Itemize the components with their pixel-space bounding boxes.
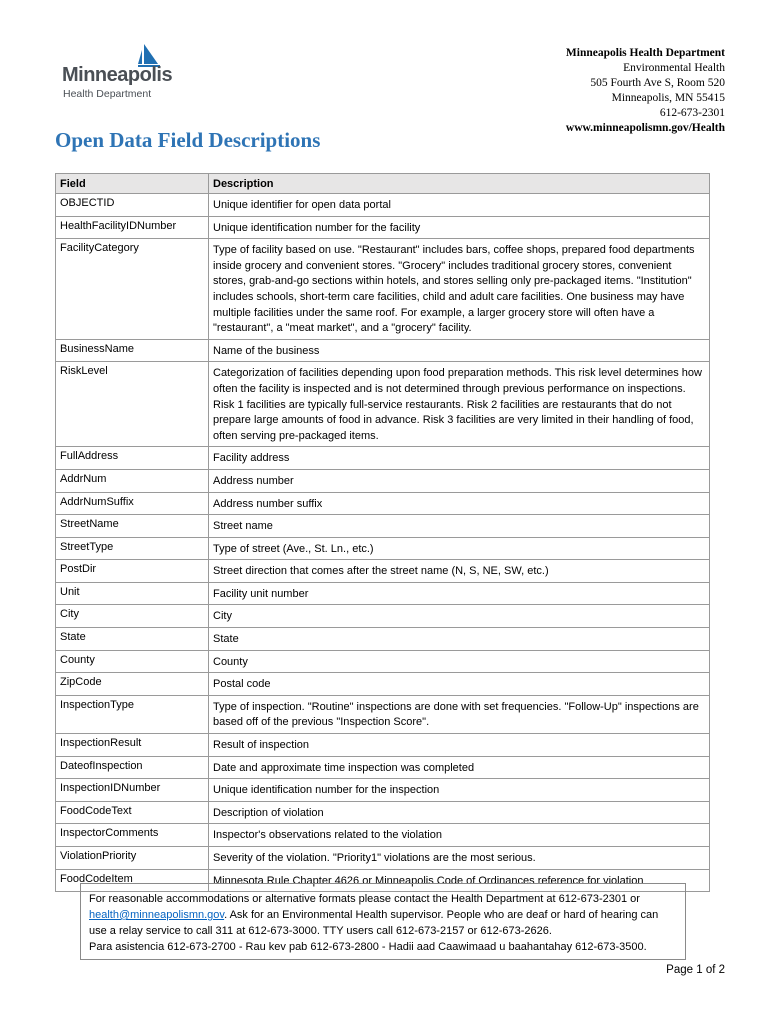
field-name-cell: State (56, 628, 209, 651)
field-name-cell: AddrNum (56, 469, 209, 492)
field-description-cell: Result of inspection (209, 734, 710, 757)
table-row (56, 515, 710, 538)
field-description-cell: Type of facility based on use. "Restaurant" includes bars, coffee shops, prepared food departments inside grocery and convenient stores. "Grocery" includes traditional grocery stores, convenient stores, grab-and-go sections within hotels, and stores selling only pre-packaged items. "Institution" includes schools, short-term care facilities, child and adult care facilities. One business may have multiple facilities under the same roof. For example, a larger grocery store will often have a "restaurant", a "meat market", and a "grocery" facility. (209, 239, 710, 340)
department-name: Minneapolis Health Department (565, 47, 725, 59)
table-row (56, 447, 710, 470)
minneapolis-logo (62, 42, 172, 102)
table-row (56, 582, 710, 605)
field-description-cell: Severity of the violation. "Priority1" violations are the most serious. (209, 847, 710, 870)
field-name-cell: ViolationPriority (56, 847, 209, 870)
division-name: Environmental Health (623, 62, 725, 74)
page-title: Open Data Field Descriptions (55, 128, 321, 152)
field-name-cell: AddrNumSuffix (56, 492, 209, 515)
field-description-cell: Address number suffix (209, 492, 710, 515)
table-header-row (56, 174, 710, 194)
field-name-cell: RiskLevel (56, 362, 209, 447)
field-name-cell: StreetType (56, 537, 209, 560)
field-descriptions-table (55, 173, 710, 892)
field-name-cell: ZipCode (56, 673, 209, 696)
field-name-cell: Unit (56, 582, 209, 605)
field-description-cell: Address number (209, 469, 710, 492)
field-name-cell: OBJECTID (56, 194, 209, 217)
notice-text-after: . Ask for an Environmental Health supervisor. People who are deaf or hard of hearing can use a relay service to call 311 at 612-673-3000. TTY users call 612-673-2157 or 612-673-2626. (89, 909, 659, 937)
field-description-cell: Categorization of facilities depending upon food preparation methods. This risk level determines how often the facility is inspected and is not determined through previous performance on inspections. Risk 1 facilities are typically full-service restaurants. Risk 2 facilities are restaurants that do not prepare large amounts of food in advance. Risk 3 facilities are very limited in their handling of food, often serving pre-packaged items. (209, 362, 710, 447)
table-row (56, 537, 710, 560)
field-description-cell: Minnesota Rule Chapter 4626 or Minneapolis Code of Ordinances reference for violation (209, 869, 710, 892)
email-link[interactable]: health@minneapolismn.gov (89, 909, 225, 921)
city-state-zip: Minneapolis, MN 55415 (611, 92, 725, 104)
field-description-cell: Unique identifier for open data portal (209, 194, 710, 217)
column-header-description: Description (209, 174, 710, 194)
department-address (566, 46, 725, 136)
field-description-cell: Name of the business (209, 339, 710, 362)
notice-english (89, 891, 677, 939)
table-row (56, 605, 710, 628)
field-name-cell: InspectorComments (56, 824, 209, 847)
field-name-cell: StreetName (56, 515, 209, 538)
field-description-cell: Type of street (Ave., St. Ln., etc.) (209, 537, 710, 560)
field-name-cell: FoodCodeItem (56, 869, 209, 892)
field-description-cell: Street name (209, 515, 710, 538)
table-row (56, 492, 710, 515)
field-description-cell: Facility unit number (209, 582, 710, 605)
table-row (56, 756, 710, 779)
table-row (56, 847, 710, 870)
table-row (56, 695, 710, 733)
notice-text-before: For reasonable accommodations or alternative formats please contact the Health Department at 612-673-2301 or (89, 893, 640, 905)
field-name-cell: City (56, 605, 209, 628)
page-number: Page 1 of 2 (666, 964, 725, 976)
field-name-cell: BusinessName (56, 339, 209, 362)
field-description-cell: City (209, 605, 710, 628)
table-row (56, 560, 710, 583)
table-row (56, 216, 710, 239)
field-name-cell: FacilityCategory (56, 239, 209, 340)
field-name-cell: FoodCodeText (56, 801, 209, 824)
field-description-cell: Type of inspection. "Routine" inspections are done with set frequencies. "Follow-Up" inspections are based off of the previous "Inspection Score". (209, 695, 710, 733)
table-row (56, 779, 710, 802)
field-name-cell: PostDir (56, 560, 209, 583)
field-name-cell: InspectionType (56, 695, 209, 733)
field-name-cell: HealthFacilityIDNumber (56, 216, 209, 239)
field-description-cell: Street direction that comes after the street name (N, S, NE, SW, etc.) (209, 560, 710, 583)
table-row (56, 628, 710, 651)
field-description-cell: Unique identification number for the inspection (209, 779, 710, 802)
field-description-cell: County (209, 650, 710, 673)
table-row (56, 469, 710, 492)
phone-number: 612-673-2301 (659, 107, 725, 119)
field-description-cell: Description of violation (209, 801, 710, 824)
field-name-cell: InspectionIDNumber (56, 779, 209, 802)
field-description-cell: Unique identification number for the facility (209, 216, 710, 239)
field-name-cell: InspectionResult (56, 734, 209, 757)
table-row (56, 194, 710, 217)
table-row (56, 734, 710, 757)
column-header-field: Field (56, 174, 209, 194)
field-description-cell: Postal code (209, 673, 710, 696)
field-name-cell: DateofInspection (56, 756, 209, 779)
table-row (56, 801, 710, 824)
table-row (56, 362, 710, 447)
table-row (56, 673, 710, 696)
table-row (56, 339, 710, 362)
notice-translations: Para asistencia 612-673-2700 - Rau kev pab 612-673-2800 - Hadii aad Caawimaad u baahantahay 612-673-3500. (89, 941, 647, 953)
logo-subtitle: Health Department (63, 88, 152, 100)
accessibility-notice (80, 883, 686, 960)
field-description-cell: Facility address (209, 447, 710, 470)
table-row (56, 650, 710, 673)
street-address: 505 Fourth Ave S, Room 520 (590, 77, 725, 89)
logo-name: Minneapolis (62, 64, 173, 86)
table-row (56, 239, 710, 340)
website-link[interactable]: www.minneapolismn.gov/Health (565, 122, 725, 134)
field-name-cell: FullAddress (56, 447, 209, 470)
field-description-cell: Date and approximate time inspection was completed (209, 756, 710, 779)
field-description-cell: Inspector's observations related to the violation (209, 824, 710, 847)
table-row (56, 824, 710, 847)
field-name-cell: County (56, 650, 209, 673)
field-description-cell: State (209, 628, 710, 651)
